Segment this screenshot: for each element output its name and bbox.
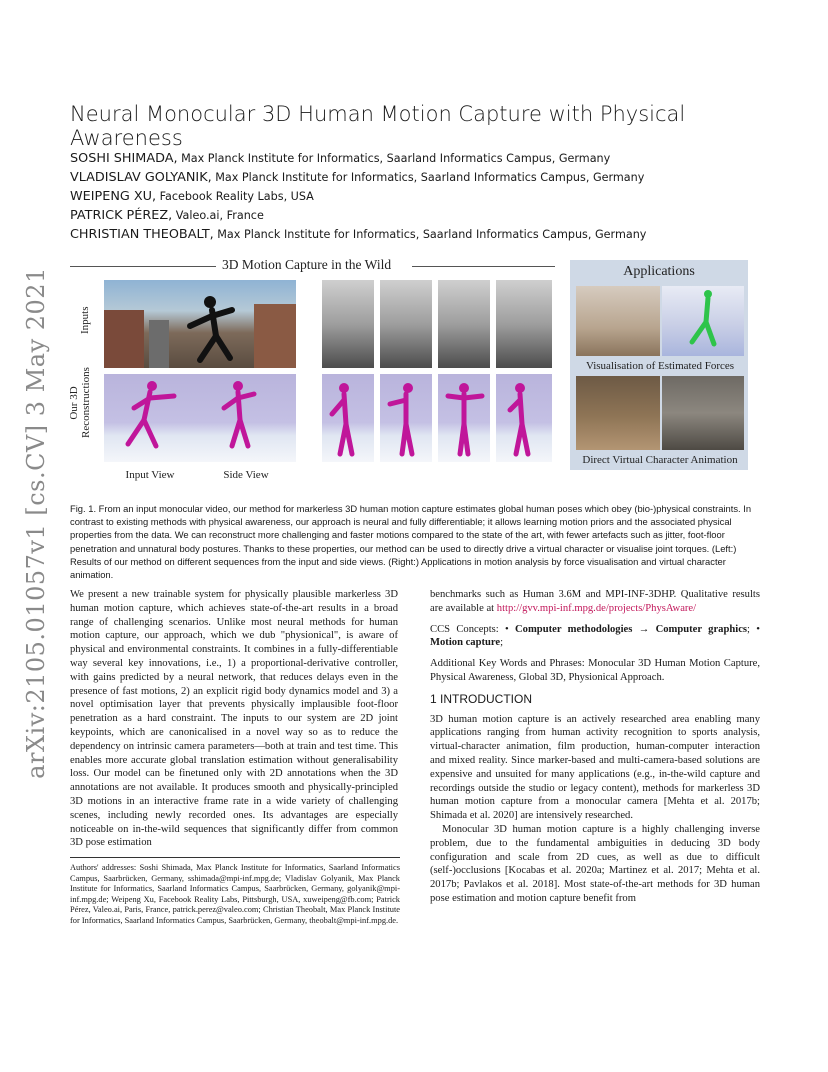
author-affiliation: Max Planck Institute for Informatics, Saarland Informatics Campus, Germany <box>177 152 611 165</box>
header-rule-left <box>70 266 216 267</box>
figure-header <box>70 258 555 274</box>
ccs-concepts: CCS Concepts: • Computer methodologies → Computer graphics; • Motion capture; <box>430 623 760 649</box>
intro-paragraph: Monocular 3D human motion capture is a highly challenging inverse problem, due to the fundamental ambiguities in deducing 3D body configuration and scale from 2D cues, as well as due to difficult (self-)occlusions [Kocabas et al. 2020a; Martinez et al. 2017; Mehta et al. 2017b; Pavlakos et al. 2018]. Most state-of-the-art methods for 3D human pose estimation and motion capture benefit from <box>430 823 760 904</box>
project-url-link[interactable]: http://gvv.mpi-inf.mpg.de/projects/PhysAware/ <box>496 602 697 614</box>
input-frame <box>380 280 432 368</box>
author-line <box>70 208 264 223</box>
author-affiliation: Max Planck Institute for Informatics, Saarland Informatics Campus, Germany <box>211 171 645 184</box>
author-name: CHRISTIAN THEOBALT, <box>70 227 214 242</box>
dancer-silhouette <box>104 280 296 368</box>
input-view-label: Input View <box>125 469 175 481</box>
forces-label: Visualisation of Estimated Forces <box>585 360 735 372</box>
figure-caption: Fig. 1. From an input monocular video, our method for markerless 3D human motion capture estimates global human poses which obey (bio-)physical constraints. In contrast to existing methods with physical awareness, our approach is neural and fully differentiable; it allows learning motion priors and the associated physical properties from the data. We can reconstruct more challenging and faster motions compared to the state of the art, with fewer artefacts such as jitter, foot-floor penetration and unnatural body postures. Thanks to these properties, our method can be used to directly drive a virtual character or visualise joint torques. (Left:) Results of our method on different sequences from the input and side views. (Right:) Applications in motion analysis by force visualisation and virtual character animation. <box>70 503 752 581</box>
input-frame <box>496 280 552 368</box>
input-photo-street <box>104 280 296 368</box>
author-line <box>70 227 646 242</box>
forces-render <box>662 286 744 356</box>
recon-figure <box>322 374 374 462</box>
reconstruction-frame <box>322 374 374 462</box>
keywords: Additional Key Words and Phrases: Monocular 3D Human Motion Capture, Physical Awareness, Global 3D, Physionical Approach. <box>430 658 760 683</box>
input-frame <box>438 280 490 368</box>
animation-photo <box>576 376 660 450</box>
author-line <box>70 151 610 166</box>
header-rule-right <box>412 266 555 267</box>
figure-header-label: 3D Motion Capture in the Wild <box>222 257 392 272</box>
recon-figures <box>104 374 296 462</box>
authors-addresses: Authors' addresses: Soshi Shimada, Max Planck Institute for Informatics, Saarland Informatics Campus, Saarbrücken, Germany, sshimada@mpi-inf.mpg.de; Vladislav Golyanik, Max Planck Institute for Informatics, Saarland Informatics Campus, Saarbrücken, Germany, golyanik@mpi-inf.mpg.de; Weipeng Xu, Facebook Reality Labs, Pittsburgh, USA, xuweipeng@fb.com; Patrick Pérez, Valeo.ai, Paris, France, patrick.perez@valeo.com; Christian Theobalt, Max Planck Institute for Informatics, Saarland Informatics Campus, Saarbrücken, Germany, theobalt@mpi-inf.mpg.de. <box>70 863 400 925</box>
author-name: PATRICK PÉREZ, <box>70 208 173 223</box>
author-affiliation: Facebook Reality Labs, USA <box>156 190 314 203</box>
recon-figure <box>438 374 490 462</box>
footnote-rule <box>70 857 400 858</box>
animation-label: Direct Virtual Character Animation <box>582 454 738 466</box>
author-affiliation: Max Planck Institute for Informatics, Saarland Informatics Campus, Germany <box>213 228 647 241</box>
author-line <box>70 170 644 185</box>
applications-title: Applications <box>623 264 695 279</box>
forces-photo <box>576 286 660 356</box>
animation-render <box>662 376 744 450</box>
author-name: VLADISLAV GOLYANIK, <box>70 170 212 185</box>
row-label-inputs: Inputs <box>79 306 91 334</box>
right-column <box>430 588 760 906</box>
arxiv-id: arXiv:2105.01057v1 [cs.CV] 3 May 2021 <box>22 267 50 779</box>
reconstruction-frame <box>496 374 552 462</box>
recon-figure <box>496 374 552 462</box>
section-heading-introduction: 1 INTRODUCTION <box>430 691 532 706</box>
paper-title: Neural Monocular 3D Human Motion Capture with Physical Awareness <box>70 102 686 150</box>
intro-paragraph: 3D human motion capture is an actively researched area enabling many applications ranging from human activity recognition to sports analysis, virtual-character animation, film production, human-computer interaction and mixed reality. Since marker-based and multi-camera-based solutions are expensive and unsuited for many applications (e.g., in-the-wild capture and recordings outside the studio or legacy content), methods for markerless 3D human motion capture from a monocular camera [Mehta et al. 2017b; Shimada et al. 2020] are intensively researched. <box>430 713 760 822</box>
author-line <box>70 189 314 204</box>
side-view-label: Side View <box>223 469 269 481</box>
reconstruction-frame <box>438 374 490 462</box>
reconstruction-frame <box>380 374 432 462</box>
author-name: WEIPENG XU, <box>70 189 157 204</box>
row-label-reconstructions: Our 3D Reconstructions <box>68 367 92 438</box>
arxiv-stamp <box>18 267 54 779</box>
abstract-continuation: benchmarks such as Human 3.6M and MPI-INF-3DHP. Qualitative results are available at http://gvv.mpi-inf.mpg.de/projects/PhysAware/ <box>430 589 760 614</box>
recon-figure <box>380 374 432 462</box>
reconstruction-input-side <box>104 374 296 462</box>
input-frame <box>322 280 374 368</box>
author-affiliation: Valeo.ai, France <box>172 209 264 222</box>
abstract: We present a new trainable system for physically plausible markerless 3D human motion capture, which achieves state-of-the-art results in a broad range of challenging scenarios. Unlike most neural methods for human motion capture, our approach, which we dub "physionical", is aware of physical and environmental constraints. It combines in a fully-differentiable way several key innovations, i.e., 1) a proportional-derivative controller, with gains predicted by a neural network, that reduces delays even in the presence of fast motions, 2) an explicit rigid body dynamics model and 3) a novel optimisation layer that prevents physically implausible foot-floor penetration as a hard constraint. The inputs to our system are 2D joint keypoints, which are canonicalised in a novel way so as to reduce the dependency on intrinsic camera parameters—both at train and test time. This enables more accurate global translation estimation without generalisability loss. Our model can be finetuned only with 2D annotations when the 3D annotations are not available. It produces smooth and physically-principled 3D motions in an interactive frame rate in a wide variety of challenging scenes, including newly recorded ones. Its advantages are especially noticeable on in-the-wild sequences that significantly differ from common 3D pose estimation <box>70 589 398 849</box>
forces-figure <box>662 286 744 356</box>
author-name: SOSHI SHIMADA, <box>70 151 178 166</box>
